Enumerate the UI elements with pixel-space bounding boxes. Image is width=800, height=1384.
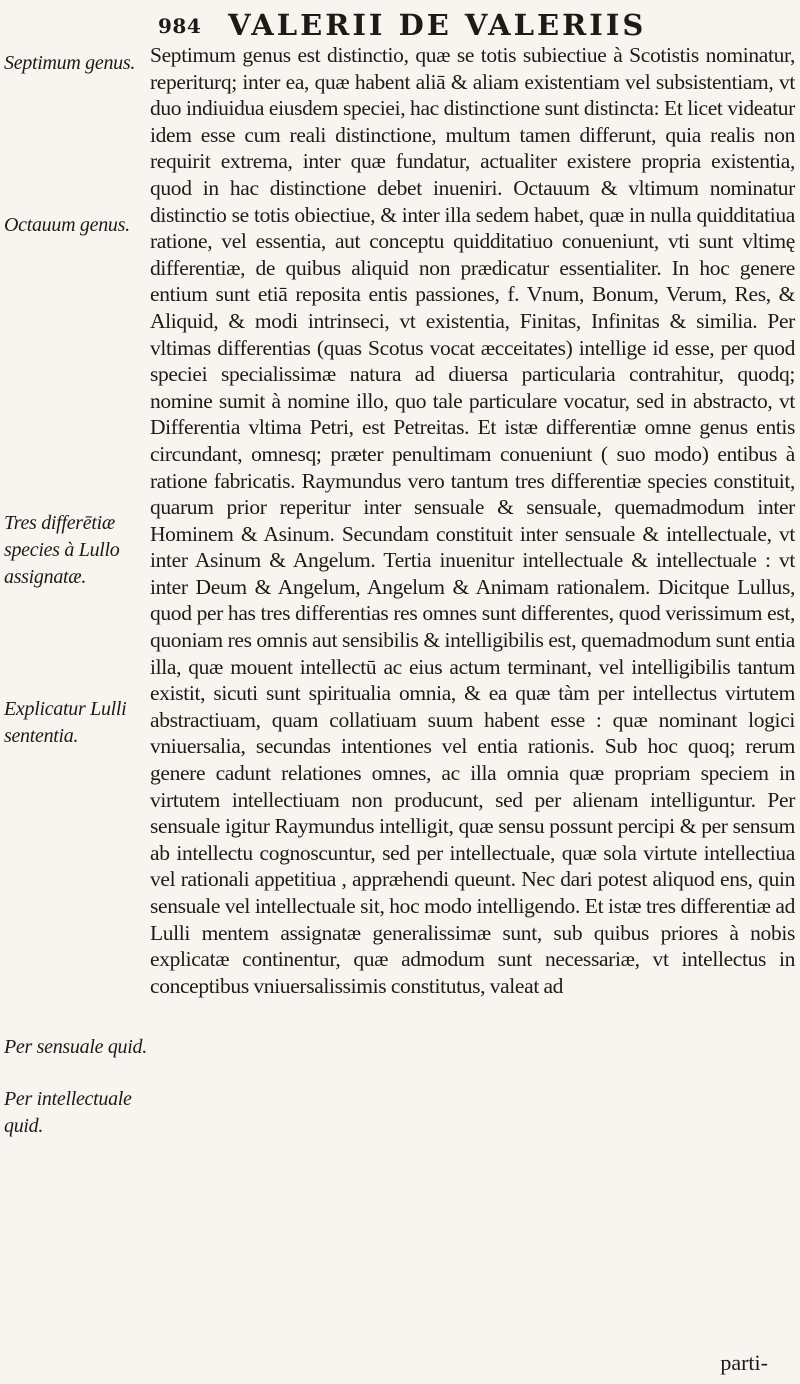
body-text <box>150 42 795 999</box>
body-paragraph: Septimum genus est distinctio, quæ se totis subiectiue à Scotistis nominatur, reperiturq; inter ea, quæ habent aliā & aliam existentiam vel subsistentiam, vt duo indiuidua eiusdem speciei, hac distinctione sunt distincta: Et licet videatur idem esse cum reali distinctione, multum tamen differunt, quia realis non requirit extrema, inter quæ fundatur, actualiter existere propria existentia, quod in hac distinctione debet inueniri. Octauum & vltimum nominatur distinctio se totis obiectiue, & inter illa sedem habet, quæ in nulla quidditatiua ratione, vel essentia, aut conceptu quidditatiuo conueniunt, vti sunt vltimę differentiæ, de quibus aliquid non prædicatur essentialiter. In hoc genere entium sunt etiā reposita entis passiones, f. Vnum, Bonum, Verum, Res, & Aliquid, & modi intrinseci, vt existentia, Finitas, Infinitas & similia. Per vltimas differentias (quas Scotus vocat æcceitates) intellige id esse, per quod speciei specialissimæ natura ad diuersa particularia contrahitur, quodq; nomine sumit à nomine illo, quo tale particulare vocatur, sed in abstracto, vt Differentia vltima Petri, est Petreitas. Et istæ differentiæ omne genus entis circundant, omnesq; præter penultimam conueniunt ( suo modo) entibus à ratione fabricatis. Raymundus vero tantum tres differentiæ species constituit, quarum prior reperitur inter sensuale & sensuale, quemadmodum inter Hominem & Asinum. Secundam constituit inter sensuale & intellectuale, vt inter Asinum & Angelum. Tertia inuenitur intellectuale & intellectuale : vt inter Deum & Angelum, Angelum & Animam rationalem. Dicitque Lullus, quod per has tres differentias res omnes sunt differentes, quod verissimum est, quoniam res omnis aut sensibilis & intelligibilis est, quemadmodum sunt entia illa, quæ mouent intellectū ac eius actum terminant, vel intelligibilis tantum existit, sicuti sunt spiritualia omnia, & ea quæ tàm per intellectus virtutem abstractiuam, quam collatiuam suum habent esse : quæ nominant logici vniuersalia, secundas intentiones vel entia rationis. Sub hoc quoq; rerum genere cadunt relationes omnes, ac illa omnia quæ propriam speciem in virtutem intellectiuam non producunt, sed per alienam intelliguntur. Per sensuale igitur Raymundus intelligit, quæ sensu possunt percipi & per sensum ab intellectu cognoscuntur, sed per intellectuale, quæ sola virtute intellectiua vel rationali appetitiua , appræhendi queunt. Nec dari potest aliquod ens, quin sensuale vel intellectuale sit, hoc modo intelligendo. Et istæ tres differentiæ ad Lulli mentem assignatæ generalissimæ sunt, sub quibus priores à nobis explicatæ continentur, quæ admodum sunt necessariæ, vt intellectus in conceptibus vniuersalissimis constitutus, valeat ad <box>150 43 795 998</box>
margin-note-explicatur: Explicatur Lulli sententia. <box>4 698 127 747</box>
margin-note-septimum: Septimum genus. <box>4 52 136 74</box>
catchword: parti- <box>720 1350 768 1375</box>
margin-notes <box>0 0 150 1384</box>
page-number: 984 <box>158 14 202 38</box>
margin-note-per-intellectuale: Per intellectuale quid. <box>4 1088 132 1137</box>
page-header <box>158 6 770 46</box>
margin-note-octauum: Octauum genus. <box>4 214 130 236</box>
margin-note-per-sensuale: Per sensuale quid. <box>4 1036 147 1058</box>
running-head: VALERII DE VALERIIS <box>228 8 647 42</box>
margin-note-tres-differentiae: Tres differētiæ species à Lullo assignatæ. <box>4 512 120 588</box>
